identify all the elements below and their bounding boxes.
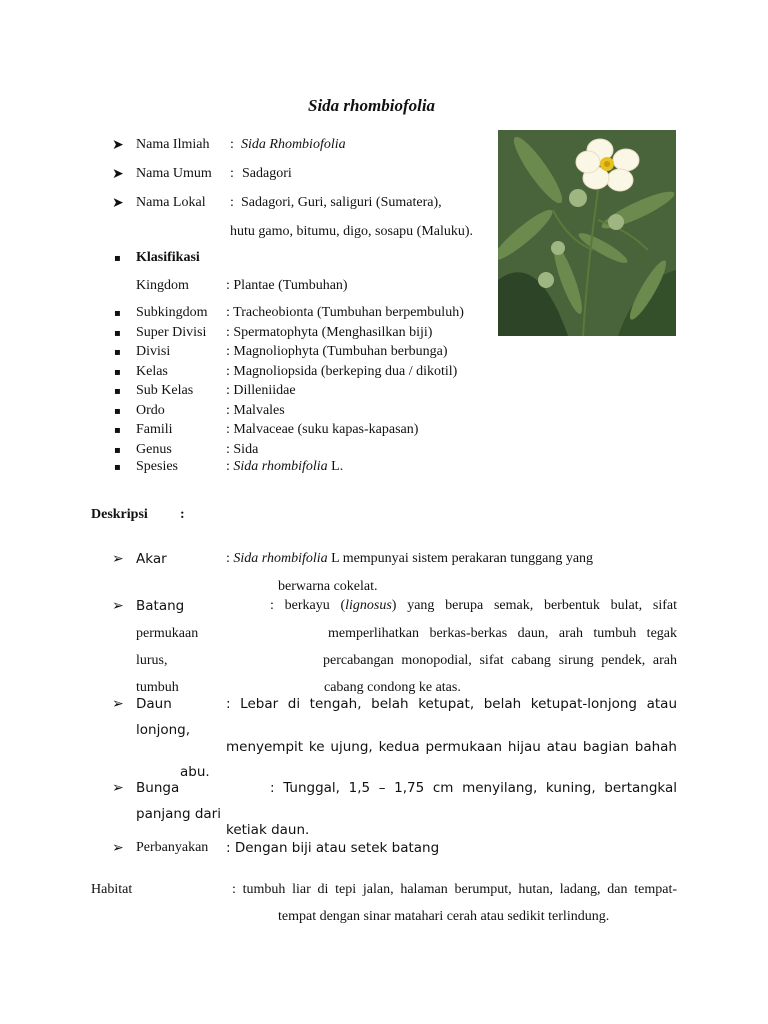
arrow-bullet-icon: ➤ bbox=[112, 137, 124, 153]
arrow-outline-icon: ➢ bbox=[112, 598, 124, 614]
square-bullet-icon: ▪ bbox=[114, 425, 121, 436]
klasifikasi-row-label: Famili bbox=[136, 422, 173, 437]
klasifikasi-row-value: : Magnoliopsida (berkeping dua / dikotil) bbox=[226, 364, 458, 379]
akar-label: Akar bbox=[136, 551, 167, 567]
nama-ilmiah-value: Sida Rhombiofolia bbox=[241, 137, 346, 152]
klasifikasi-row-value: : Malvaceae (suku kapas-kapasan) bbox=[226, 422, 419, 437]
nama-lokal-line2: hutu gamo, bitumu, digo, sosapu (Maluku). bbox=[230, 224, 474, 239]
batang-line2: memperlihatkan berkas-berkas daun, arah tumbuh tegak bbox=[328, 626, 677, 641]
arrow-outline-icon: ➢ bbox=[112, 696, 124, 712]
nama-lokal-line1: Sadagori, Guri, saliguri (Sumatera), bbox=[241, 195, 442, 210]
deskripsi-heading: Deskripsi bbox=[91, 507, 148, 522]
bunga-cont: panjang dari bbox=[136, 806, 221, 822]
daun-line1: : Lebar di tengah, belah ketupat, belah ketupat-lonjong atau bbox=[226, 696, 677, 712]
arrow-outline-icon: ➢ bbox=[112, 780, 124, 796]
arrow-outline-icon: ➢ bbox=[112, 551, 124, 567]
square-bullet-icon: ▪ bbox=[114, 347, 121, 358]
arrow-bullet-icon: ➤ bbox=[112, 166, 124, 182]
arrow-bullet-icon: ➤ bbox=[112, 195, 124, 211]
nama-lokal-label: Nama Lokal bbox=[136, 195, 206, 210]
perbanyakan-label: Perbanyakan bbox=[136, 840, 209, 855]
klasifikasi-row-value: : Spermatophyta (Menghasilkan biji) bbox=[226, 325, 433, 340]
plant-photo bbox=[498, 130, 676, 336]
square-bullet-icon: ▪ bbox=[114, 445, 121, 456]
batang-word-tumbuh: tumbuh bbox=[136, 680, 179, 695]
nama-ilmiah-label: Nama Ilmiah bbox=[136, 137, 210, 152]
batang-word-permukaan: permukaan bbox=[136, 626, 199, 641]
klasifikasi-row-value: : Dilleniidae bbox=[226, 383, 296, 398]
perbanyakan-value: : Dengan biji atau setek batang bbox=[226, 840, 440, 856]
daun-label: Daun bbox=[136, 696, 172, 712]
daun-cont: lonjong, bbox=[136, 722, 190, 738]
square-bullet-icon: ▪ bbox=[114, 328, 121, 339]
akar-line2: berwarna cokelat. bbox=[278, 579, 378, 594]
nama-ilmiah-sep: : bbox=[230, 137, 234, 152]
nama-umum-value: Sadagori bbox=[242, 166, 292, 181]
klasifikasi-heading: Klasifikasi bbox=[136, 250, 200, 265]
spesies-label: Spesies bbox=[136, 459, 178, 474]
batang-label: Batang bbox=[136, 598, 185, 614]
square-bullet-icon: ▪ bbox=[114, 406, 121, 417]
spesies-value: : Sida rhombifolia L. bbox=[226, 459, 344, 474]
page-title: Sida rhombiofolia bbox=[308, 96, 436, 115]
klasifikasi-row-value: : Malvales bbox=[226, 403, 285, 418]
klasifikasi-row-label: Sub Kelas bbox=[136, 383, 194, 398]
klasifikasi-row-value: : Tracheobionta (Tumbuhan berpembuluh) bbox=[226, 305, 464, 320]
nama-umum-sep: : bbox=[230, 166, 234, 181]
batang-word-lurus: lurus, bbox=[136, 653, 168, 668]
klasifikasi-row-value: : Sida bbox=[226, 442, 259, 457]
klasifikasi-row-label: Subkingdom bbox=[136, 305, 208, 320]
habitat-label: Habitat bbox=[91, 882, 133, 897]
bunga-line1: : Tunggal, 1,5 – 1,75 cm menyilang, kuning, bertangkal bbox=[270, 780, 677, 796]
batang-line4: cabang condong ke atas. bbox=[324, 680, 461, 695]
klasifikasi-row-value: : Magnoliophyta (Tumbuhan berbunga) bbox=[226, 344, 448, 359]
klasifikasi-row-label: Divisi bbox=[136, 344, 171, 359]
daun-line2: menyempit ke ujung, kedua permukaan hijau atau bagian bahah bbox=[226, 739, 677, 755]
arrow-outline-icon: ➢ bbox=[112, 840, 124, 856]
klasifikasi-row-label: Kelas bbox=[136, 364, 168, 379]
square-bullet-icon: ▪ bbox=[114, 462, 121, 473]
akar-value: : Sida rhombifolia L mempunyai sistem perakaran tunggang yang bbox=[226, 551, 594, 566]
deskripsi-colon: : bbox=[180, 507, 185, 522]
square-bullet-icon: ▪ bbox=[114, 386, 121, 397]
klasifikasi-row-label: Genus bbox=[136, 442, 172, 457]
habitat-line1: : tumbuh liar di tepi jalan, halaman berumput, hutan, ladang, dan tempat- bbox=[232, 882, 677, 897]
nama-lokal-sep: : bbox=[230, 195, 234, 210]
batang-line1: : berkayu (lignosus) yang berupa semak, berbentuk bulat, sifat bbox=[270, 598, 677, 613]
bunga-label: Bunga bbox=[136, 780, 180, 796]
habitat-line2: tempat dengan sinar matahari cerah atau sedikit terlindung. bbox=[278, 909, 610, 924]
bunga-line2: ketiak daun. bbox=[226, 822, 310, 838]
kingdom-value: : Plantae (Tumbuhan) bbox=[226, 278, 348, 293]
daun-line3: abu. bbox=[180, 764, 210, 780]
klasifikasi-row-label: Super Divisi bbox=[136, 325, 207, 340]
klasifikasi-row-label: Ordo bbox=[136, 403, 165, 418]
nama-umum-label: Nama Umum bbox=[136, 166, 212, 181]
square-bullet-icon: ▪ bbox=[114, 308, 121, 319]
batang-line3: percabangan monopodial, sifat cabang sirung pendek, arah bbox=[323, 653, 677, 668]
square-bullet-icon: ▪ bbox=[114, 367, 121, 378]
square-bullet-icon: ▪ bbox=[114, 253, 121, 264]
kingdom-label: Kingdom bbox=[136, 278, 189, 293]
